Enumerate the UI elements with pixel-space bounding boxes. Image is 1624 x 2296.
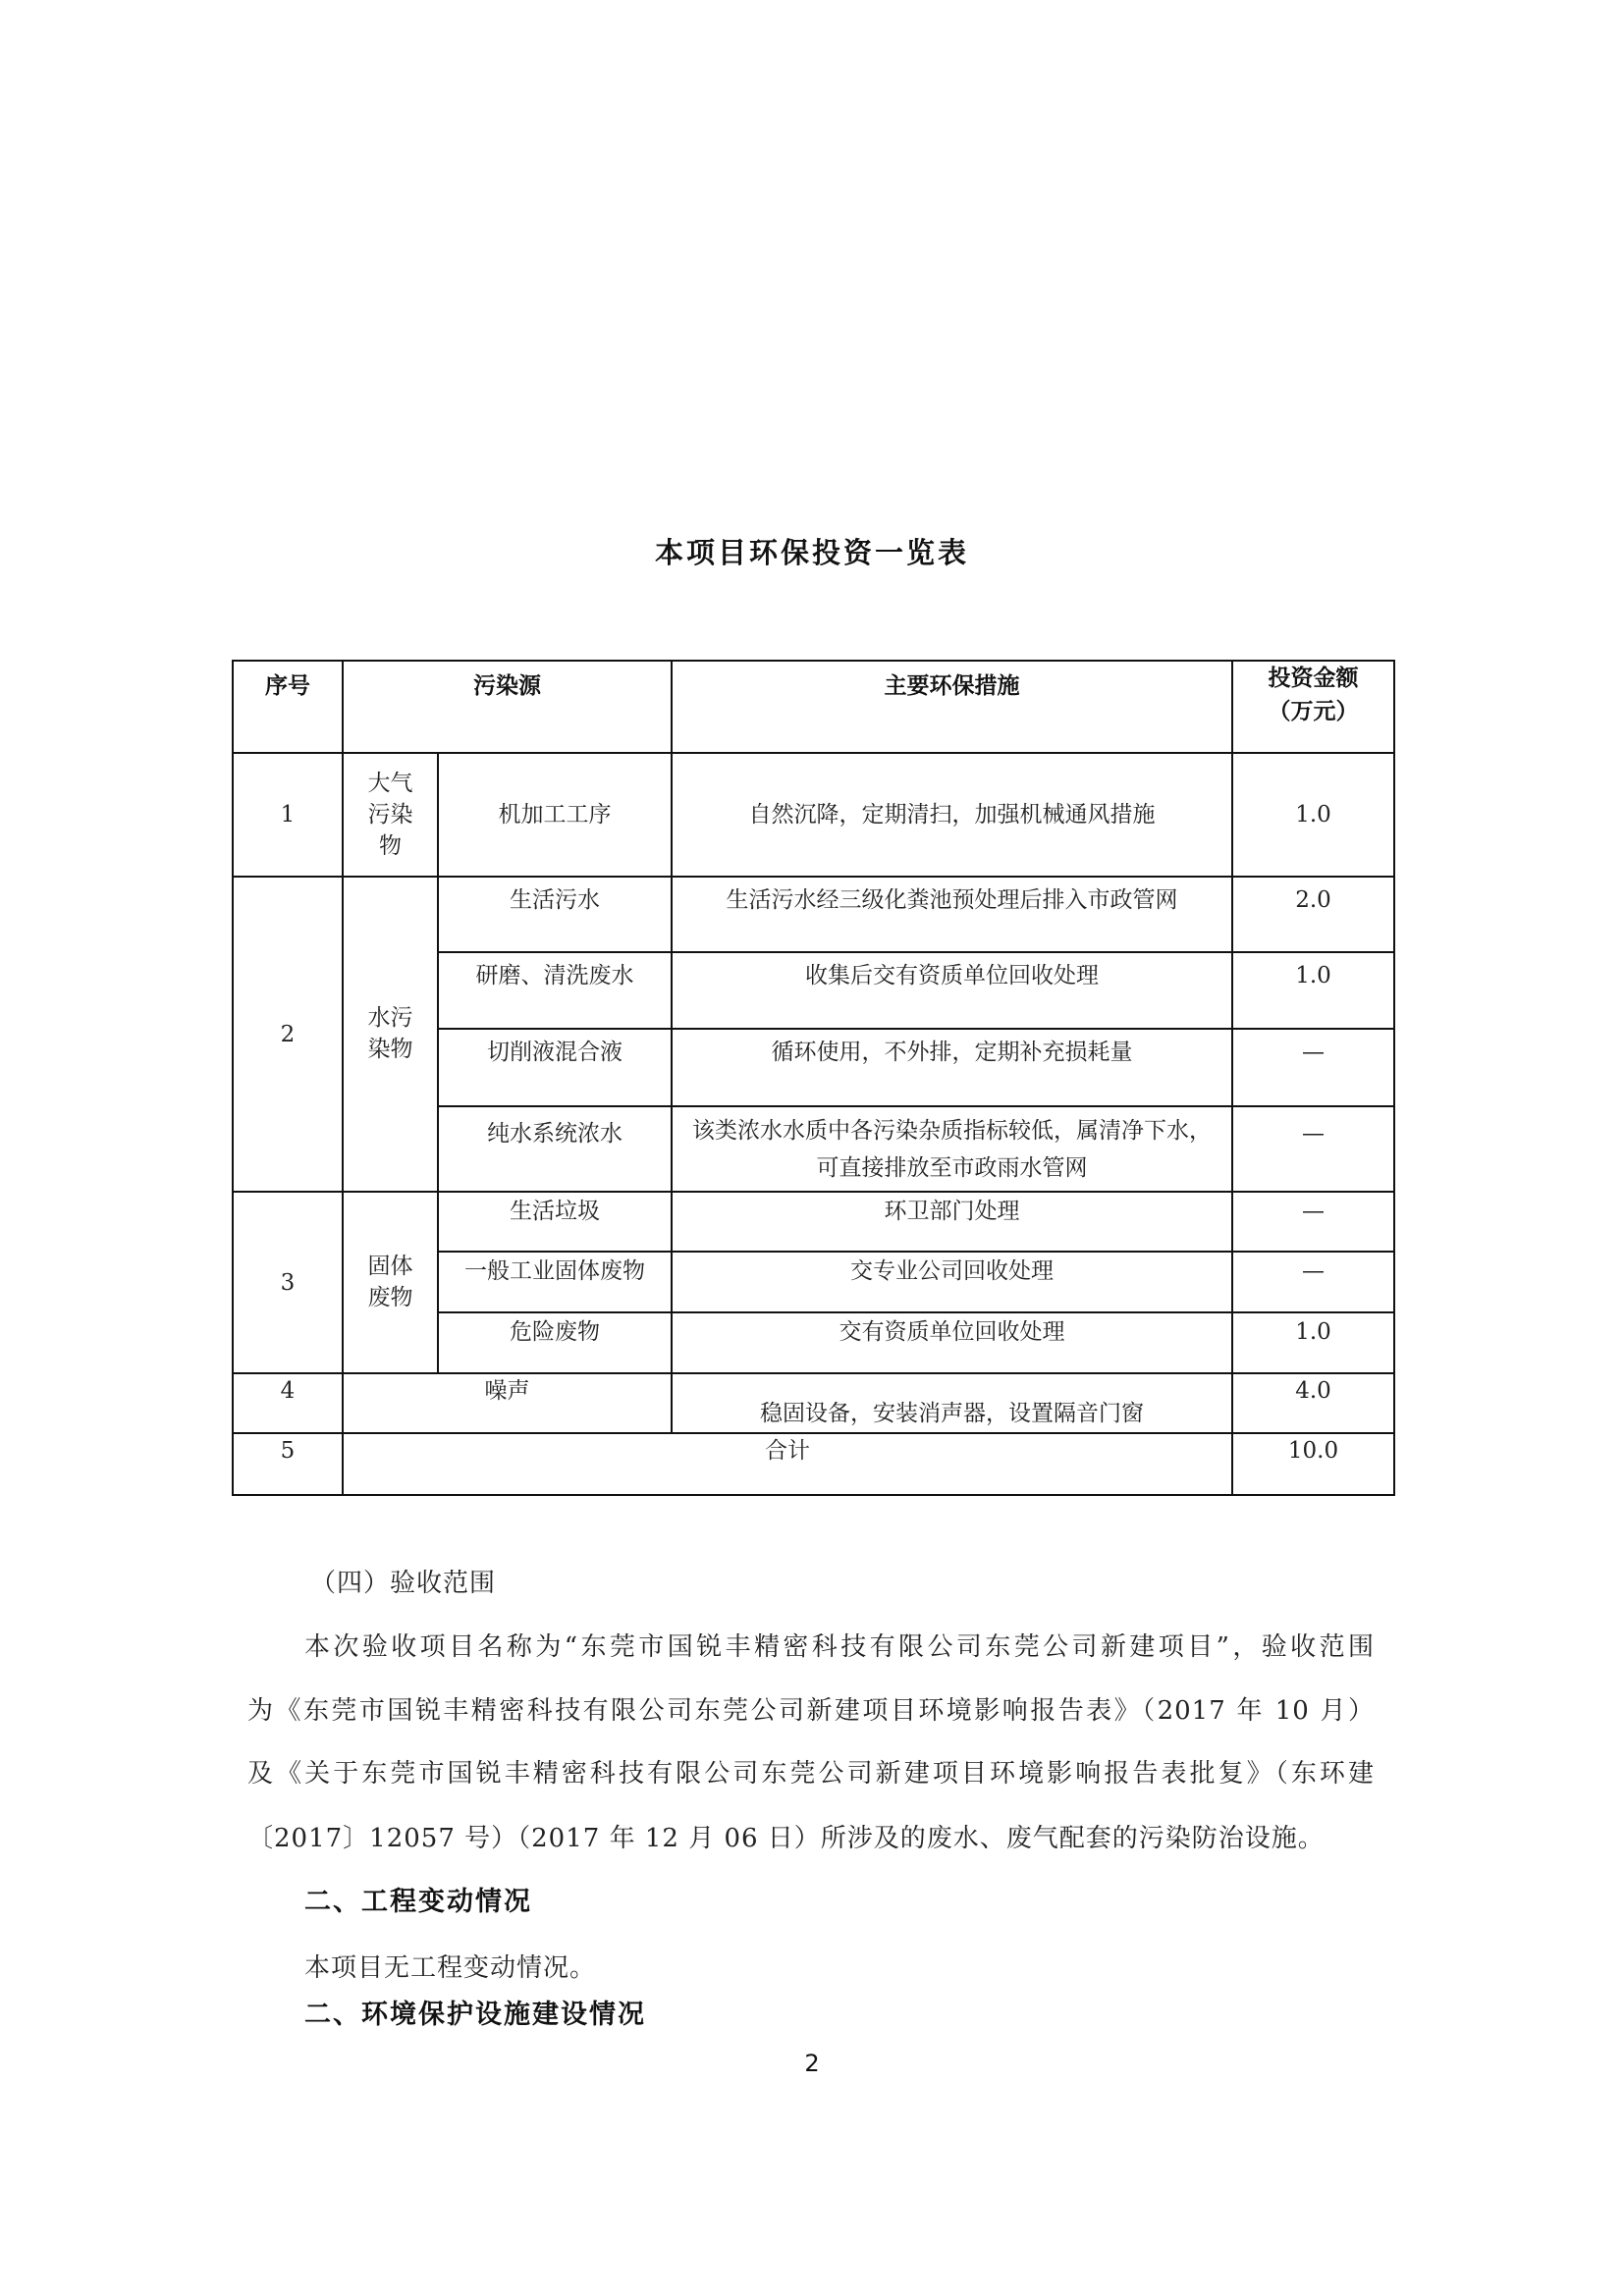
table-header-row [233, 661, 1394, 753]
header-source: 污染源 [343, 661, 672, 753]
header-amount [1232, 661, 1394, 753]
section-change-text: 本项目无工程变动情况。 [304, 1953, 597, 1983]
row-measure [672, 1106, 1232, 1192]
row-measure: 交专业公司回收处理 [672, 1252, 1232, 1312]
section-env-heading: 二、环境保护设施建设情况 [304, 2000, 646, 2030]
section-4-line-3: 及《关于东莞市国锐丰精密科技有限公司东莞公司新建项目环境影响报告表批复》（东环建 [247, 1759, 1375, 1789]
row-source: 研磨、清洗废水 [438, 952, 672, 1029]
category-label: 大气污染物 [367, 770, 413, 859]
row-amount: — [1232, 1029, 1394, 1106]
row-source: 切削液混合液 [438, 1029, 672, 1106]
row-amount: 1.0 [1232, 1312, 1394, 1373]
investment-table [232, 660, 1395, 1496]
table-title: 本项目环保投资一览表 [654, 536, 969, 569]
table-row [233, 1373, 1394, 1433]
row-seq: 1 [233, 753, 343, 877]
row-seq: 3 [233, 1192, 343, 1373]
row-seq: 4 [233, 1373, 343, 1433]
header-amount-line2: （万元） [1268, 699, 1359, 724]
row-amount: 2.0 [1232, 877, 1394, 952]
section-4-line-2: 为《东莞市国锐丰精密科技有限公司东莞公司新建项目环境影响报告表》（2017 年 10 月） [247, 1696, 1376, 1726]
row-amount: — [1232, 1192, 1394, 1252]
row-category [343, 753, 438, 877]
row-source: 噪声 [343, 1373, 672, 1433]
table-row [233, 1433, 1394, 1495]
header-seq: 序号 [233, 661, 343, 753]
row-amount: 10.0 [1232, 1433, 1394, 1495]
row-measure: 稳固设备，安装消声器，设置隔音门窗 [672, 1373, 1232, 1433]
section-4-heading: （四）验收范围 [310, 1569, 497, 1598]
row-source: 机加工工序 [438, 753, 672, 877]
row-amount: 4.0 [1232, 1373, 1394, 1433]
row-measure: 收集后交有资质单位回收处理 [672, 952, 1232, 1029]
row-seq: 2 [233, 877, 343, 1192]
row-category [343, 877, 438, 1192]
row-source: 一般工业固体废物 [438, 1252, 672, 1312]
row-source: 危险废物 [438, 1312, 672, 1373]
table-row [233, 753, 1394, 877]
table-row [233, 877, 1394, 952]
row-amount: — [1232, 1106, 1394, 1192]
section-change-heading: 二、工程变动情况 [304, 1887, 532, 1917]
row-source: 生活垃圾 [438, 1192, 672, 1252]
section-4-line-1: 本次验收项目名称为“东莞市国锐丰精密科技有限公司东莞公司新建项目”，验收范围 [304, 1632, 1375, 1662]
header-measures: 主要环保措施 [672, 661, 1232, 753]
row-measure: 环卫部门处理 [672, 1192, 1232, 1252]
row-seq: 5 [233, 1433, 343, 1495]
table-row [233, 1192, 1394, 1252]
row-total-label: 合计 [343, 1433, 1232, 1495]
row-measure-text: 该类浓水水质中各污染杂质指标较低，属清净下水，可直接排放至市政雨水管网 [692, 1117, 1212, 1181]
header-amount-line1: 投资金额 [1268, 666, 1359, 691]
row-source: 生活污水 [438, 877, 672, 952]
row-category [343, 1192, 438, 1373]
row-amount: 1.0 [1232, 753, 1394, 877]
row-measure: 循环使用，不外排，定期补充损耗量 [672, 1029, 1232, 1106]
row-amount: — [1232, 1252, 1394, 1312]
row-measure: 生活污水经三级化粪池预处理后排入市政管网 [672, 877, 1232, 952]
section-4-line-4: 〔2017〕12057 号）（2017 年 12 月 06 日）所涉及的废水、废气配套的污染防治设施。 [247, 1824, 1325, 1853]
category-label: 水污染物 [367, 1005, 413, 1062]
row-amount: 1.0 [1232, 952, 1394, 1029]
row-measure: 自然沉降，定期清扫，加强机械通风措施 [672, 753, 1232, 877]
category-label: 固体废物 [367, 1254, 413, 1310]
row-measure: 交有资质单位回收处理 [672, 1312, 1232, 1373]
row-source: 纯水系统浓水 [438, 1106, 672, 1192]
page-number: 2 [804, 2050, 820, 2077]
